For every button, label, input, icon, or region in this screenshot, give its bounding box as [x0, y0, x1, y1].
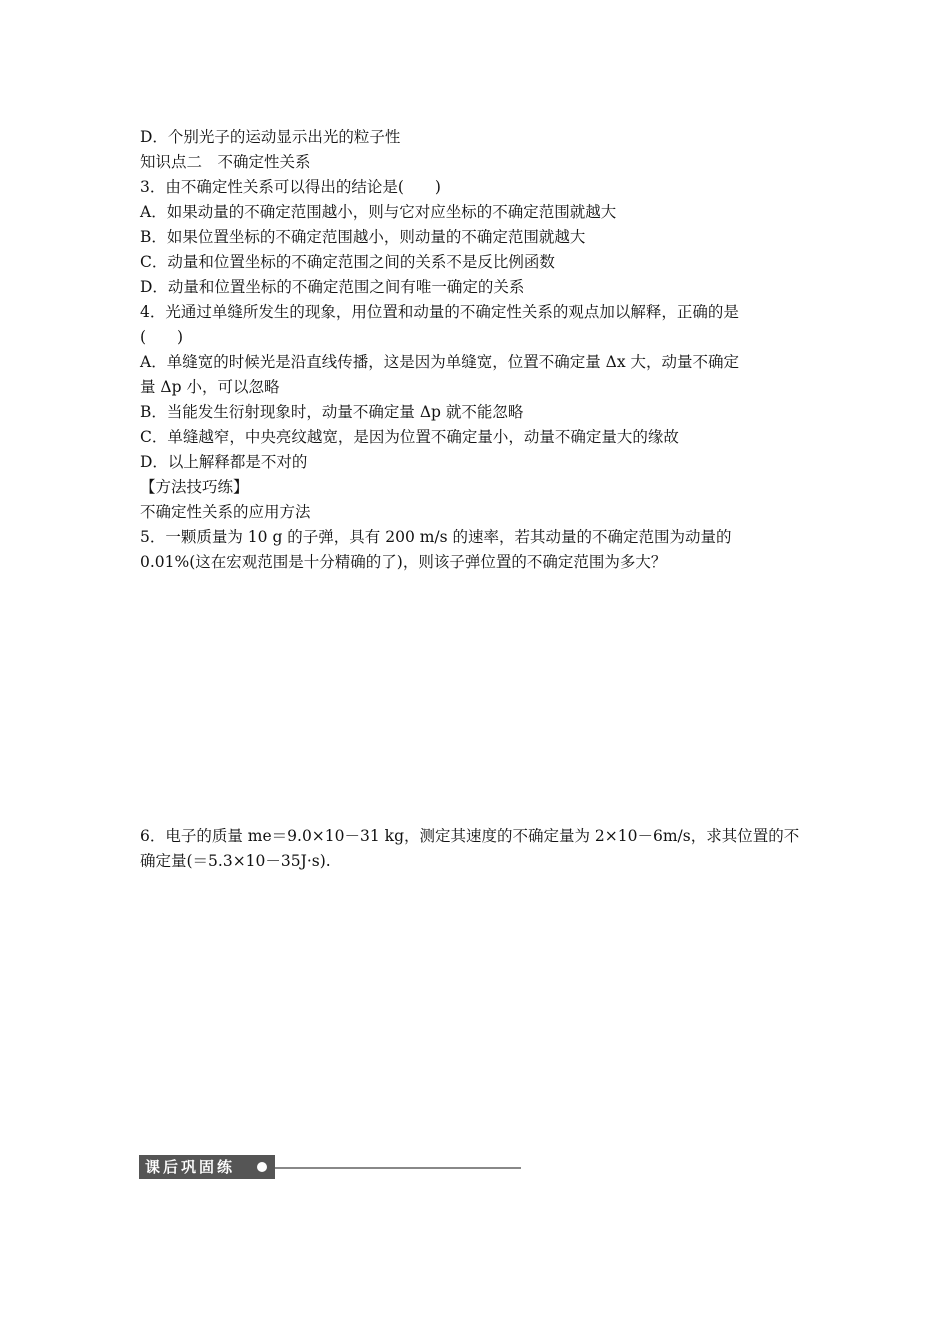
bullet-dot-icon	[257, 1162, 267, 1172]
option-3a: A．如果动量的不确定范围越小，则与它对应坐标的不确定范围就越大	[140, 203, 617, 221]
method-heading: 【方法技巧练】	[140, 478, 249, 496]
after-class-banner	[139, 1155, 529, 1179]
question-6: 6．电子的质量 me＝9.0×10－31 kg，测定其速度的不确定量为 2×10－6m/s，求其位置的不	[140, 827, 800, 845]
method-subheading: 不确定性关系的应用方法	[140, 503, 311, 521]
banner-divider	[275, 1167, 521, 1169]
section-heading: 知识点二 不确定性关系	[140, 153, 311, 171]
question-5-cont: 0.01%(这在宏观范围是十分精确的了)，则该子弹位置的不确定范围为多大？	[140, 553, 667, 571]
option-4a-cont: 量 Δp 小，可以忽略	[140, 378, 280, 396]
option-3c: C．动量和位置坐标的不确定范围之间的关系不是反比例函数	[140, 253, 555, 271]
option-4b: B．当能发生衍射现象时，动量不确定量 Δp 就不能忽略	[140, 403, 524, 421]
question-3: 3．由不确定性关系可以得出的结论是( )	[140, 178, 441, 196]
question-4: 4．光通过单缝所发生的现象，用位置和动量的不确定性关系的观点加以解释，正确的是	[140, 303, 739, 321]
question-6-cont: 确定量(＝5.3×10－35J·s).	[140, 852, 331, 870]
banner-title: 课后巩固练	[145, 1158, 236, 1176]
option-3b: B．如果位置坐标的不确定范围越小，则动量的不确定范围就越大	[140, 228, 586, 246]
question-4-blank: ( )	[140, 328, 184, 346]
option-4d: D．以上解释都是不对的	[140, 453, 308, 471]
option-4a: A．单缝宽的时候光是沿直线传播，这是因为单缝宽，位置不确定量 Δx 大，动量不确定	[140, 353, 739, 371]
option-4c: C．单缝越窄，中央亮纹越宽，是因为位置不确定量小，动量不确定量大的缘故	[140, 428, 679, 446]
banner-label	[139, 1155, 275, 1179]
question-5: 5．一颗质量为 10 g 的子弹，具有 200 m/s 的速率，若其动量的不确定范围为动量的	[140, 528, 732, 546]
option-1d: D．个别光子的运动显示出光的粒子性	[140, 128, 401, 146]
option-3d: D．动量和位置坐标的不确定范围之间有唯一确定的关系	[140, 278, 525, 296]
